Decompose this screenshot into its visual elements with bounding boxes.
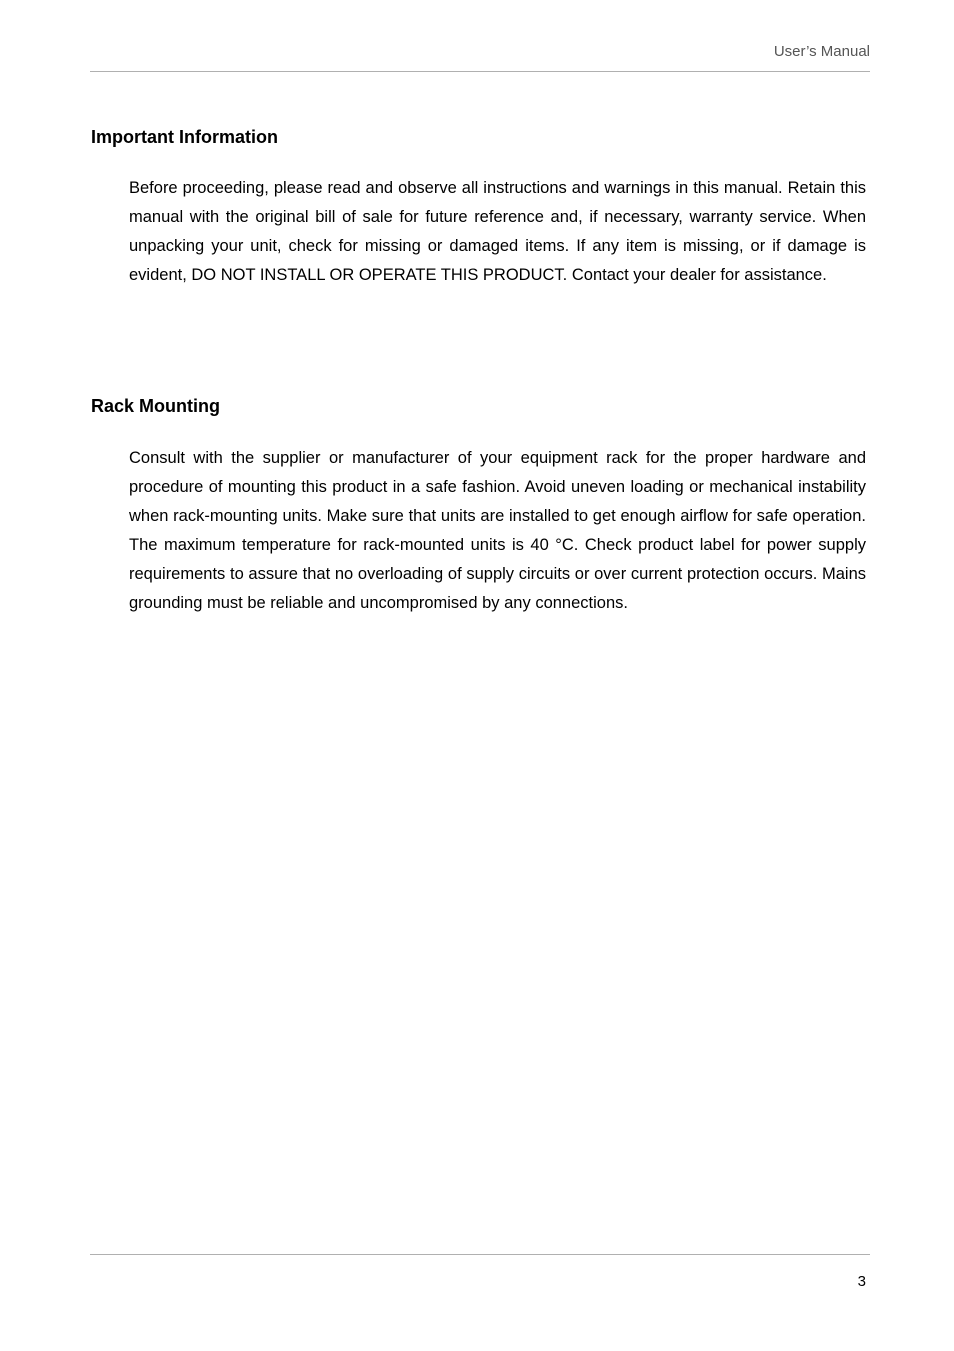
important-information-paragraph: Before proceeding, please read and observe all instructions and warnings in this manual. Retain this manual with the original bill of sale for future reference and, if necessary, warranty service. When unpacking your unit, check for missing or damaged items. If any item is missing, or if damage is evident, DO NOT INSTALL OR OPERATE THIS PRODUCT. Contact your dealer for assistance. [129,179,866,284]
page-number: 3 [857,1273,866,1290]
rack-mounting-paragraph: Consult with the supplier or manufacturer of your equipment rack for the proper hardware and procedure of mounting this product in a safe fashion. Avoid uneven loading or mechanical instability when rack-mounting units. Make sure that units are installed to get enough airflow for safe operation. The maximum temperature for rack-mounted units is 40 °C. Check product label for power supply requirements to assure that no overloading of supply circuits or over current protection occurs. Mains grounding must be reliable and uncompromised by any connections. [129,449,866,612]
section-heading-rack-mounting: Rack Mounting [91,396,220,416]
section-heading-important-information: Important Information [91,127,278,147]
header-divider [90,71,870,72]
footer-divider [90,1254,870,1255]
running-header: User’s Manual [773,43,870,60]
